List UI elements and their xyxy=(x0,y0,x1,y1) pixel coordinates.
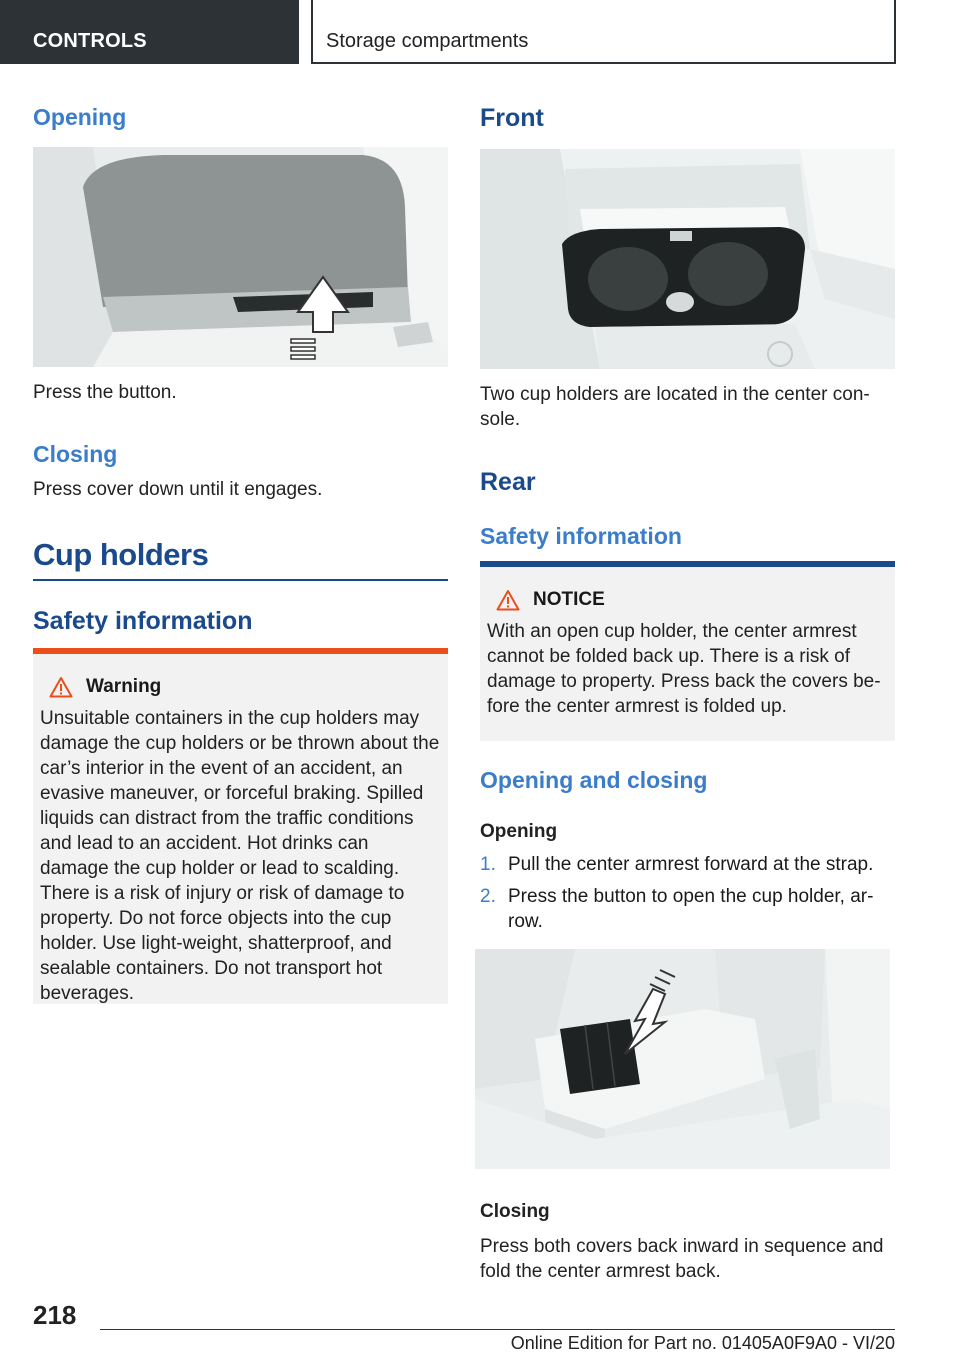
rear-cupholder-figure xyxy=(475,949,890,1169)
chapter-title: Storage compartments xyxy=(311,0,896,64)
notice-label: NOTICE xyxy=(533,589,605,610)
closing-text: Press cover down until it engages. xyxy=(33,479,323,500)
page-header xyxy=(0,0,960,64)
warning-label: Warning xyxy=(86,676,162,697)
closing-subheading: Closing xyxy=(480,1201,550,1222)
warning-text: Unsuitable containers in the cup holders may damage the cup holders or be thrown about the car’s interior in the event of an accident, an evasive maneuver, or forceful braking. Spilled liquids can distract from the traffic conditions and lead to an accident. Hot drinks can damage the cup holder or lead to scalding. There is a risk of injury or risk of damage to property. Do not force objects into the cup holder. Use light-weight, shatterproof, and sealable containers. Do not transport hot beverages. xyxy=(40,708,440,1004)
warning-box xyxy=(33,654,448,1004)
opening-closing-heading: Opening and closing xyxy=(480,767,708,793)
edition-text: Online Edition for Part no. 01405A0F9A0 - VI/20 xyxy=(510,1333,895,1353)
opening-heading: Opening xyxy=(33,104,127,130)
list-item xyxy=(480,852,895,877)
section-rule xyxy=(33,579,448,581)
step-number: 2. xyxy=(480,886,496,907)
list-item xyxy=(480,884,895,934)
page-number: 218 xyxy=(33,1300,77,1330)
front-heading: Front xyxy=(480,104,544,132)
front-cupholder-illustration xyxy=(480,149,895,369)
warning-header xyxy=(49,676,440,698)
step-text: Pull the center armrest forward at the strap. xyxy=(508,854,874,875)
rear-cupholder-illustration xyxy=(475,949,890,1169)
opening-text: Press the button. xyxy=(33,382,177,403)
notice-box xyxy=(480,567,895,741)
warning-triangle-icon xyxy=(49,676,73,698)
opening-subheading: Opening xyxy=(480,821,558,842)
step-number: 1. xyxy=(480,854,496,875)
front-cupholder-figure xyxy=(480,149,895,369)
front-text: Two cup holders are located in the center con-sole. xyxy=(480,384,870,430)
armrest-opening-figure xyxy=(33,147,448,367)
footer-rule xyxy=(100,1329,895,1330)
cup-holders-heading: Cup holders xyxy=(33,537,209,572)
step-text: Press the button to open the cup holder, ar-row. xyxy=(508,886,874,932)
armrest-illustration xyxy=(33,147,448,367)
notice-header xyxy=(496,589,887,611)
notice-text: With an open cup holder, the center armrest cannot be folded back up. There is a risk of damage to property. Press back the covers be-fore the center armrest is folded up. xyxy=(487,621,881,717)
rear-closing-text: Press both covers back inward in sequence and fold the center armrest back. xyxy=(480,1236,884,1282)
warning-triangle-icon xyxy=(496,589,520,611)
section-tab: CONTROLS xyxy=(0,0,299,64)
safety-heading-left: Safety information xyxy=(33,607,253,635)
opening-steps xyxy=(480,852,895,941)
safety-heading-right: Safety information xyxy=(480,523,682,549)
closing-heading: Closing xyxy=(33,441,118,467)
rear-heading: Rear xyxy=(480,468,536,496)
